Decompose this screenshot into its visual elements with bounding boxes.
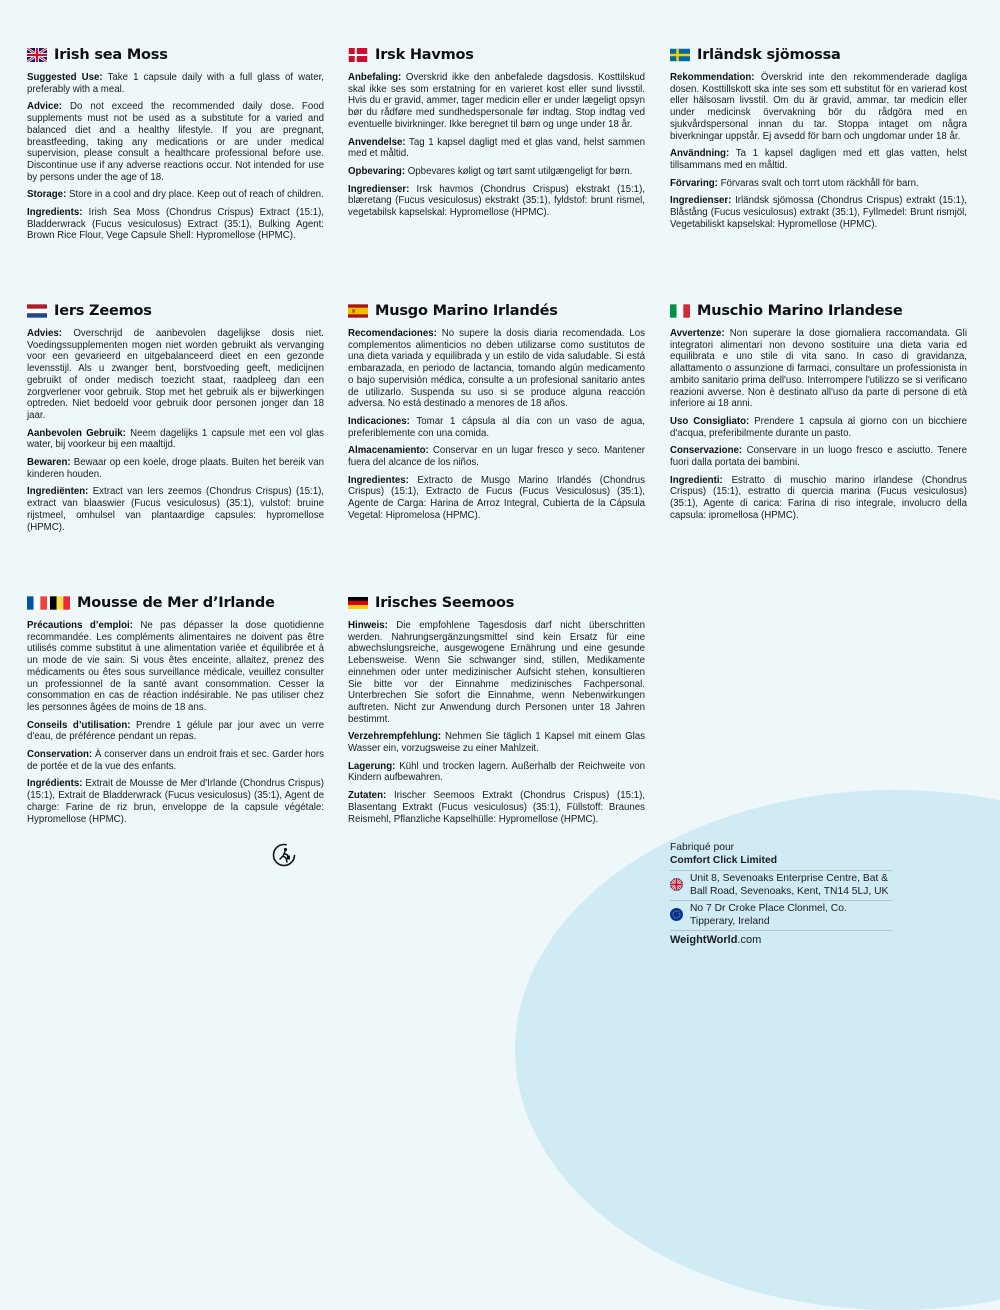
para-text: Overskrid ikke den anbefalede dagsdosis. Kosttilskud skal ikke ses som erstatning for en varieret kost eller sund livsstil. Hvis du er gravid, ammer, tager medicin eller er under lægeligt opsyn bør du rådføre med sundhedspersonale før indtag. Stop indtag ved eventuelle bivirkninger. Ikke beregnet til børn og unge under 18 år. (348, 72, 645, 130)
brand-website (670, 930, 892, 947)
section-heading (670, 45, 967, 65)
advice-text (348, 328, 645, 410)
para-label: Användning: (670, 148, 730, 160)
section-title: Irsk Havmos (375, 47, 474, 63)
uk-address: Unit 8, Sevenoaks Enterprise Centre, Bat & Ball Road, Sevenoaks, Kent, TN14 5LJ, UK (690, 873, 889, 897)
para-label: Ingrediënten: (27, 486, 89, 498)
suggested-use-text (27, 428, 324, 451)
para-label: Storage: (27, 189, 67, 201)
para-text: Opbevares køligt og tørt samt utilgængeligt for børn. (405, 165, 633, 177)
swedish-flag-icon (670, 48, 690, 62)
para-text: Tomar 1 cápsula al día con un vaso de agua, preferiblemente con una comida. (348, 415, 645, 439)
section-swedish (670, 45, 967, 236)
para-label: Almacenamiento: (348, 445, 429, 457)
section-spanish (348, 301, 645, 528)
para-text: Prendre 1 gélule par jour avec un verre d'eau, de préférence pendant un repas. (27, 719, 324, 743)
para-label: Ingredienser: (670, 195, 732, 207)
para-label: Advice: (27, 101, 62, 113)
ingredients-text (27, 207, 324, 242)
suggested-use-text (348, 731, 645, 754)
storage-text (348, 761, 645, 784)
storage-text (348, 445, 645, 468)
para-text: Conservare in un luogo fresco e asciutto. Tenere fuori dalla portata dei bambini. (670, 445, 967, 469)
para-text: Conservar en un lugar fresco y seco. Mantener fuera del alcance de los niños. (348, 445, 645, 469)
brand-suffix: .com (737, 934, 762, 946)
para-text: No supere la dosis diaria recomendada. Los complementos alimenticios no deben utilizarse como sustitutos de una dieta variada y equilibrada y un estilo de vida saludable. Si está embarazada, en periodo de lactancia, tomando algún medicamento o bajo supervisión médica, consulte a un profesional sanitario antes de utilizarlo. Suspenda su uso si se produce alguna reacción adversa. No está destinado a menores de 18 años. (348, 328, 645, 410)
section-title: Muschio Marino Irlandese (697, 303, 903, 319)
para-label: Opbevaring: (348, 165, 406, 177)
para-label: Conseils d’utilisation: (27, 719, 131, 731)
para-text: Förvaras svalt och torrt utom räckhåll för barn. (717, 177, 919, 189)
para-text: Bewaar op een koele, droge plaats. Buiten het bereik van kinderen houden. (27, 457, 324, 480)
eu-address: No 7 Dr Croke Place Clonmel, Co. Tipperary, Ireland (690, 903, 847, 927)
para-text: Overschrijd de aanbevolen dagelijkse dosis niet. Voedingssupplementen mogen niet worden gebruikt als vervanging voor een gevarieerd en uitgebalanceerd dieet en een gezonde levensstijl. Als u zwanger bent, borstvoeding geeft, medicijnen gebruikt of onder medisch toezicht staat, raadpleeg dan een zorgverlener voor gebruik. Stop met het gebruik als er bijwerkingen optreden. Niet bedoeld voor gebruik door personen jonger dan 18 jaar. (27, 328, 324, 421)
para-label: Aanbevolen Gebruik: (27, 427, 126, 439)
section-title: Irish sea Moss (54, 47, 168, 63)
para-label: Précautions d’emploi: (27, 620, 133, 631)
dutch-flag-icon (27, 304, 47, 318)
suggested-use-text (670, 416, 967, 439)
para-text: Non superare la dose giornaliera raccomandata. Gli integratori alimentari non devono sostituire una dieta varia ed equilibrata e uno stile di vita sano. In caso di gravidanza, allattamento o assunzione di farmaci, consultare un professionista in ambito sanitario prima dell'uso. Interrompere l'utilizzo se si verificano reazioni avverse. Non è destinato all'uso da parte di persone di età inferiore ai 18 anni. (670, 328, 967, 410)
advice-text (27, 328, 324, 422)
para-text: Ta 1 kapsel dagligen med ett glas vatten, helst tillsammans med en måltid. (670, 148, 967, 171)
section-english (27, 45, 324, 248)
para-label: Ingredienti: (670, 474, 723, 486)
section-heading (670, 301, 967, 321)
section-italian (670, 301, 967, 528)
section-title: Irisches Seemoos (375, 595, 515, 611)
para-text: Irischer Seemoos Extrakt (Chondrus Crispus) (15:1), Blasentang Extrakt (Fucus vesiculosus) (35:1), Füllstoff: Braunes Reismehl, Pflanzliche Kapselhülle: Hypromellose (HPMC). (348, 790, 645, 825)
manufacturer-info (670, 842, 892, 947)
section-heading (27, 301, 324, 321)
storage-text (670, 178, 967, 190)
section-title: Mousse de Mer d’Irlande (77, 595, 275, 611)
para-text: Neem dagelijks 1 capsule met een vol glas water, bij voorkeur bij een maaltijd. (27, 427, 324, 451)
ingredients-text (670, 195, 967, 230)
section-title: Irländsk sjömossa (697, 47, 841, 63)
para-text: Extracto de Musgo Marino Irlandés (Chondrus Crispus) (15:1), Extracto de Fucus (Fucus Vesiculosus) (35:1), Agente de Carga: Harina de Arroz Integral, Cubierta de la Cápsula Vegetal: Hipromelosa (HPMC). (348, 474, 645, 521)
para-text: Do not exceed the recommended daily dose. Food supplements must not be used as a substitute for a varied and balanced diet and a healthy lifestyle. If you are pregnant, breastfeeding, taking any medications or are under medical supervision, please consult a healthcare professional before use. Discontinue use if any adverse reactions occur. Not intended for use by persons under the age of 18. (27, 101, 324, 183)
para-label: Avvertenze: (670, 328, 725, 339)
para-label: Anbefaling: (348, 72, 402, 83)
uk-flag-icon (670, 873, 690, 898)
section-title: Iers Zeemos (54, 303, 152, 319)
para-label: Förvaring: (670, 177, 718, 189)
uk-flag-icon (27, 48, 47, 62)
french-flag-icon (27, 596, 47, 610)
section-heading (348, 301, 645, 321)
section-heading (348, 45, 645, 65)
para-label: Lagerung: (348, 760, 396, 772)
para-text: Irsk havmos (Chondrus Crispus) ekstrakt (15:1), blæretang (Fucus vesiculosus) ekstrakt (35:1), fyldstof: brunt rismel, vegetabilsk kapselskal: Hypromellose (HPMC). (348, 183, 645, 219)
para-text: À conserver dans un endroit frais et sec. Garder hors de portée et de la vue des enfants. (27, 749, 324, 772)
para-label: Ingredients: (27, 207, 83, 219)
danish-flag-icon (348, 48, 368, 62)
recycling-person-icon (272, 843, 296, 867)
para-label: Hinweis: (348, 620, 388, 631)
para-text: Kühl und trocken lagern. Außerhalb der Reichweite von Kindern aufbewahren. (348, 760, 645, 784)
storage-text (27, 749, 324, 772)
para-label: Rekommendation: (670, 72, 755, 83)
section-dutch (27, 301, 324, 539)
advice-text (27, 101, 324, 183)
section-german (348, 593, 645, 831)
section-french (27, 593, 324, 831)
section-danish (348, 45, 645, 225)
ingredients-text (670, 475, 967, 522)
para-text: Estratto di muschio marino irlandese (Chondrus Crispus) (15:1), estratto di quercia marina (Fucus vesiculosus) (35:1), Agente di carica: Farina di riso integrale, involucro della capsula: ipromellosa (HPMC). (670, 474, 967, 521)
storage-text (348, 166, 645, 178)
storage-text (27, 189, 324, 201)
storage-text (670, 445, 967, 468)
para-label: Anvendelse: (348, 136, 406, 148)
advice-text (27, 620, 324, 714)
para-text: Tag 1 kapsel dagligt med et glas vand, helst sammen med et måltid. (348, 136, 645, 160)
ingredients-text (348, 475, 645, 522)
para-label: Ingrédients: (27, 778, 83, 790)
para-text: Överskrid inte den rekommenderade dagliga dosen. Kosttillskott ska inte ses som ett substitut för en varierad kost eller hälsosam livsstil. Om du är gravid, ammar, tar medicin eller under medicinsk övervakning bör du rådgöra med en sjukvårdspersonal innan du tar. Stoppa intaget om några biverkningar uppstår. Ej avsedd för barn och ungdomar under 18 år. (670, 72, 967, 142)
para-label: Verzehrempfehlung: (348, 731, 442, 743)
ingredients-text (27, 778, 324, 825)
para-label: Ingredienser: (348, 183, 410, 195)
advice-text (348, 620, 645, 725)
para-text: Take 1 capsule daily with a full glass of water, preferably with a meal. (27, 72, 324, 95)
para-label: Conservazione: (670, 445, 743, 457)
suggested-use-text (348, 416, 645, 439)
para-text: Store in a cool and dry place. Keep out of reach of children. (66, 189, 324, 201)
section-heading (27, 593, 324, 613)
advice-text (348, 72, 645, 131)
para-text: Prendere 1 capsula al giorno con un bicchiere d'acqua, preferibilmente durante un pasto. (670, 415, 968, 439)
para-text: Die empfohlene Tagesdosis darf nicht überschritten werden. Nahrungsergänzungsmittel sind kein Ersatz für eine abwechslungsreiche, ausgewogene Ernährung und eine gesunde Lebensweise. Wenn Sie schwanger sind, stillen, Medikamente einnehmen oder unter medizinischer Aufsicht stehen, konsultieren Sie bitte vor der Einnahme medizinisches Fachpersonal. Unterbrechen Sie sofort die Einnahme, wenn Nebenwirkungen auftreten. Nicht zur Anwendung durch Personen unter 18 Jahren bestimmt. (348, 620, 645, 725)
para-label: Suggested Use: (27, 72, 103, 83)
suggested-use-text (670, 148, 967, 171)
storage-text (27, 457, 324, 480)
ingredients-text (27, 486, 324, 533)
suggested-use-text (348, 137, 645, 160)
para-label: Zutaten: (348, 790, 387, 802)
brand-name: WeightWorld (670, 934, 738, 946)
para-text: Ne pas dépasser la dose quotidienne recommandée. Les compléments alimentaires ne doivent pas être utilisés comme substitut à une alimentation variée et équilibrée et à un mode de vie sain. Si vous êtes enceinte, allaitez, prenez des médicaments ou êtes sous surveillance médicale, veuillez consulter un professionnel de la santé avant consommation. Cesser la consommation en cas de réaction indésirable. Ne pas utiliser chez les personnes âgées de moins de 18 ans. (27, 620, 324, 713)
para-label: Recomendaciones: (348, 328, 437, 339)
para-label: Uso Consigliato: (670, 415, 750, 427)
german-flag-icon (348, 596, 368, 610)
para-label: Advies: (27, 328, 62, 339)
para-label: Conservation: (27, 749, 93, 761)
suggested-use-text (27, 720, 324, 743)
section-heading (348, 593, 645, 613)
eu-flag-icon (670, 903, 690, 928)
italian-flag-icon (670, 304, 690, 318)
uk-address-row (670, 870, 892, 900)
para-text: Extrait de Mousse de Mer d'Irlande (Chondrus Crispus) (15:1), Extrait de Bladderwrack (Fucus vesiculosus) (35:1), Agent de charge: Farine de riz brun, enveloppe de la capsule végétale: Hypromellose (HPMC). (27, 778, 324, 825)
belgian-flag-icon (50, 596, 70, 610)
para-text: Nehmen Sie täglich 1 Kapsel mit einem Glas Wasser ein, vorzugsweise zu einer Mahlzeit. (348, 731, 645, 755)
company-name: Comfort Click Limited (670, 854, 777, 866)
made-for-label: Fabriqué pour (670, 842, 735, 853)
para-label: Indicaciones: (348, 415, 410, 427)
advice-text (670, 328, 967, 410)
ingredients-text (348, 790, 645, 825)
spanish-flag-icon (348, 304, 368, 318)
ingredients-text (348, 184, 645, 219)
para-label: Ingredientes: (348, 474, 409, 486)
advice-text (670, 72, 967, 142)
para-text: Irländsk sjömossa (Chondrus Crispus) extrakt (15:1), Blåstång (Fucus vesiculosus) extrakt (35:1), Fyllmedel: Brunt rismjöl, Vegetabiliskt kapselskal: Hypromellose (HPMC). (670, 195, 967, 230)
para-label: Bewaren: (27, 457, 71, 469)
para-text: Irish Sea Moss (Chondrus Crispus) Extract (15:1), Bladderwrack (Fucus vesiculosus) Extract (35:1), Bulking Agent: Brown Rice Flour, Vege Capsule Shell: Hypromellose (HPMC). (27, 207, 324, 242)
section-heading (27, 45, 324, 65)
section-title: Musgo Marino Irlandés (375, 303, 558, 319)
eu-address-row (670, 900, 892, 930)
suggested-use-text (27, 72, 324, 95)
para-text: Extract van Iers zeemos (Chondrus Crispus) (15:1), extract van blaaswier (Fucus vesiculosus) (35:1), vulstof: bruine rijstmeel, omhulsel van plantaardige capsules: hypromellose (HPMC). (27, 486, 324, 533)
